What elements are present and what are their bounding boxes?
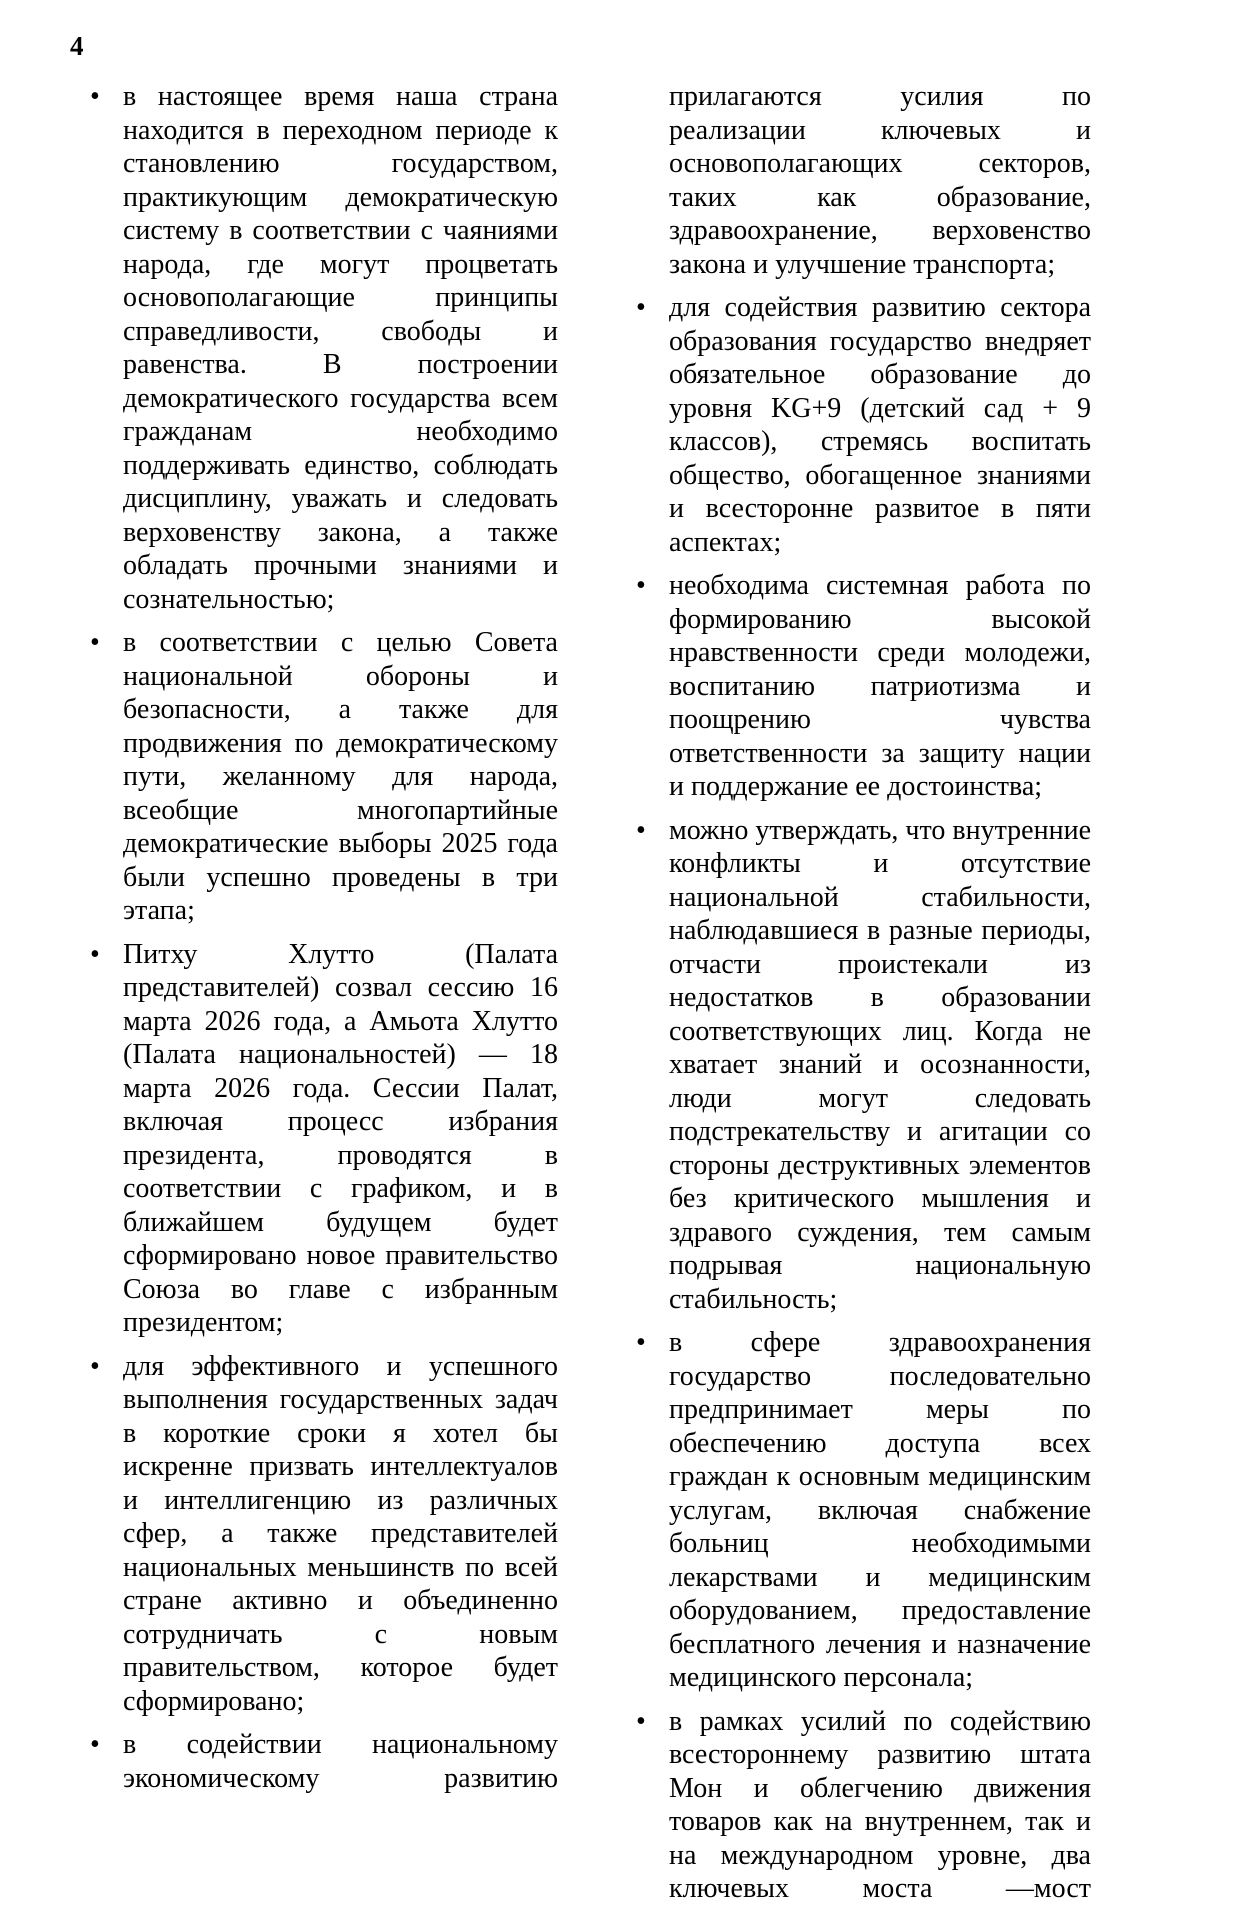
left-column — [90, 80, 558, 1795]
list-item — [636, 569, 1091, 804]
list-item — [636, 291, 1091, 559]
list-item — [90, 1728, 558, 1795]
bullet-marker: • — [90, 627, 100, 658]
list-item — [90, 1350, 558, 1719]
list-item-text: необходима системная работа по формированию высокой нравственности среди молодежи, воспитанию патриотизма и поощрению чувства ответственности за защиту нации и поддержание ее достоинства; — [669, 570, 1091, 802]
list-item-text: в рамках усилий по содействию всестороннему развитию штата Мон и облегчению движения товаров как на внутреннем, так и на международном уровне, два ключевых моста —мост — [669, 1705, 1091, 1904]
list-item-text: в соответствии с целью Совета национальной обороны и безопасности, а также для продвижения по демократическому пути, желанному для народа, всеобщие многопартийные демократические выборы 2025 года были успешно проведены в три этапа; — [123, 627, 558, 926]
list-item-text: Питху Хлутто (Палата представителей) созвал сессию 16 марта 2026 года, а Амьота Хлутто (Палата национальностей) — 18 марта 2026 года. Сессии Палат, включая процесс избрания президента, проводятся в соответствии с графиком, и в ближайшем будущем будет сформировано новое правительство Союза во главе с избранным президентом; — [123, 938, 558, 1338]
list-item — [636, 1326, 1091, 1695]
list-item — [90, 80, 558, 616]
page-number: 4 — [70, 31, 84, 61]
list-item — [636, 1705, 1091, 1906]
bullet-marker: • — [636, 1327, 646, 1358]
list-item-text: для содействия развитию сектора образования государство внедряет обязательное образование до уровня KG+9 (детский сад + 9 классов), стремясь воспитать общество, обогащенное знаниями и всесторонне развитое в пяти аспектах; — [669, 292, 1091, 558]
bullet-marker: • — [636, 814, 646, 846]
bullet-marker: • — [636, 570, 646, 601]
list-item-text: прилагаются усилия по реализации ключевых и основополагающих секторов, таких как образование, здравоохранение, верховенство закона и улучшение транспорта; — [669, 81, 1091, 280]
bullet-marker: • — [636, 292, 646, 323]
bullet-marker: • — [636, 1705, 646, 1737]
list-item — [636, 814, 1091, 1317]
bullet-spacer — [636, 80, 669, 281]
list-item — [636, 80, 1091, 281]
bullet-marker: • — [90, 938, 100, 970]
list-item-text: в настоящее время наша страна находится в переходном периоде к становлению государством, практикующим демократическую систему в соответствии с чаяниями народа, где могут процветать основополагающие принципы справедливости, свободы и равенства. В построении демократического государства всем гражданам необходимо поддерживать единство, соблюдать дисциплину, уважать и следовать верховенству закона, а также обладать прочными знаниями и сознательностью; — [123, 81, 558, 615]
list-item-text: для эффективного и успешного выполнения государственных задач в короткие сроки я хотел бы искренне призвать интеллектуалов и интеллигенцию из различных сфер, а также представителей национальных меньшинств по всей стране активно и объединенно сотрудничать с новым правительством, которое будет сформировано; — [123, 1350, 558, 1717]
list-item-text: в сфере здравоохранения государство последовательно предпринимает меры по обеспечению доступа всех граждан к основным медицинским услугам, включая снабжение больниц необходимыми лекарствами и медицинским оборудованием, предоставление бесплатного лечения и назначение медицинского персонала; — [669, 1327, 1091, 1693]
two-column-layout — [90, 80, 1241, 1906]
bullet-marker: • — [90, 1729, 100, 1760]
list-item-text: можно утверждать, что внутренние конфликты и отсутствие национальной стабильности, наблюдавшиеся в разные периоды, отчасти проистекали из недостатков в образовании соответствующих лиц. Когда не хватает знаний и осознанности, люди могут следовать подстрекательству и агитации со стороны деструктивных элементов без критического мышления и здравого суждения, тем самым подрывая национальную стабильность; — [669, 814, 1091, 1315]
bullet-marker: • — [90, 81, 100, 112]
right-column — [636, 80, 1091, 1906]
list-item — [90, 626, 558, 928]
list-item-text: в содействии национальному экономическому развитию — [123, 1729, 558, 1794]
list-item — [90, 938, 558, 1340]
bullet-marker: • — [90, 1350, 100, 1382]
